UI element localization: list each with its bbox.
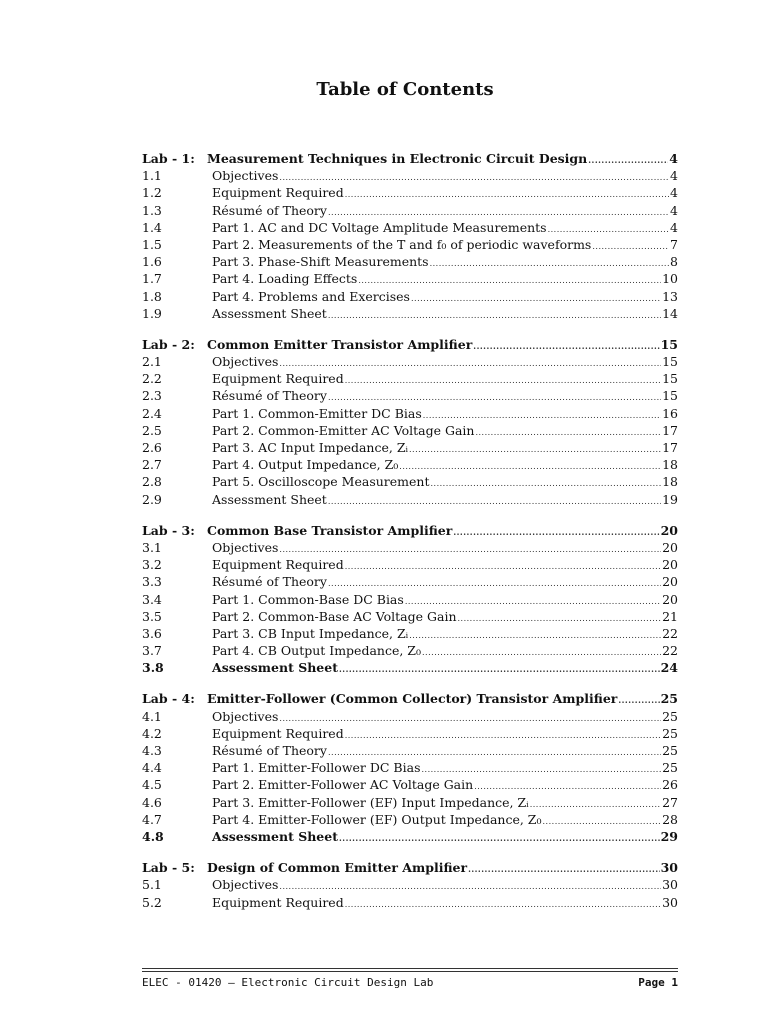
toc-entry[interactable]	[142, 894, 678, 911]
toc-leader-dots	[339, 661, 660, 678]
toc-entry-title: Equipment Required	[212, 185, 344, 201]
footer-course: ELEC - 01420 – Electronic Circuit Design Lab	[142, 976, 434, 989]
toc-entry-title: Objectives	[212, 877, 279, 893]
toc-leader-dots	[618, 692, 659, 709]
toc-page-number: 30	[660, 860, 678, 876]
toc-page-number: 15	[660, 336, 678, 352]
toc-entry[interactable]	[142, 184, 678, 201]
toc-entry[interactable]	[142, 539, 678, 556]
toc-entry[interactable]	[142, 370, 678, 387]
toc-lab-block	[142, 336, 678, 508]
toc-entry-number: 3.2	[142, 557, 162, 573]
toc-entry-number: 3.4	[142, 591, 162, 607]
toc-entry-number: 5.2	[142, 894, 162, 910]
toc-entry-number: 1.7	[142, 271, 162, 287]
toc-page-number: 30	[662, 894, 678, 910]
toc-page-number: 16	[662, 405, 678, 421]
toc-page-number: 30	[662, 877, 678, 893]
page-title: Table of Contents	[316, 79, 494, 100]
toc-page-number: 4	[670, 202, 678, 218]
toc-entry-title: Assessment Sheet	[212, 828, 338, 844]
toc-entry[interactable]	[142, 167, 678, 184]
toc-page-number: 28	[662, 811, 678, 827]
toc-entry-number: 1.9	[142, 305, 162, 321]
toc-entry-number: 2.7	[142, 457, 162, 473]
toc-page-number: 25	[662, 725, 678, 741]
toc-entry[interactable]	[142, 608, 678, 625]
toc-entry[interactable]	[142, 405, 678, 422]
toc-leader-dots	[345, 727, 661, 744]
toc-entry-number: 3.6	[142, 625, 162, 641]
toc-lab-number: Lab - 5:	[142, 860, 195, 876]
toc-entry-title: Résumé of Theory	[212, 388, 327, 404]
toc-entry[interactable]	[142, 253, 678, 270]
toc-page-number: 19	[662, 491, 678, 507]
toc-entry-number: 3.3	[142, 574, 162, 590]
toc-entry-title: Part 1. Emitter-Follower DC Bias	[212, 760, 421, 776]
toc-entry[interactable]	[142, 473, 678, 490]
toc-lab-title: Measurement Techniques in Electronic Circuit Design	[207, 151, 588, 166]
toc-entry[interactable]	[142, 591, 678, 608]
toc-entry-number: 4.2	[142, 725, 162, 741]
toc-entry-title: Equipment Required	[212, 371, 344, 387]
toc-page-number: 17	[662, 440, 678, 455]
toc-entry[interactable]	[142, 759, 678, 776]
toc-entry-number: 2.2	[142, 371, 162, 387]
toc-entry-title: Part 5. Oscilloscope Measurement	[212, 474, 430, 490]
toc-entry-number: 4.4	[142, 760, 162, 776]
toc-leader-dots	[453, 524, 659, 541]
toc-entry[interactable]	[142, 876, 678, 893]
toc-entry[interactable]	[142, 742, 678, 759]
toc-entry-title: Part 3. Phase-Shift Measurements	[212, 254, 429, 270]
toc-entry-title: Part 4. Loading Effects	[212, 271, 358, 287]
toc-lab-title: Common Base Transistor Amplifier	[207, 522, 453, 538]
toc-entry[interactable]	[142, 270, 678, 287]
toc-page-number: 20	[662, 574, 678, 590]
toc-entry-title: Part 3. Emitter-Follower (EF) Input Impedance, Zᵢ	[212, 794, 529, 810]
toc-leader-dots	[468, 861, 660, 878]
toc-page-number: 15	[662, 371, 678, 387]
toc-entry-title: Part 4. Emitter-Follower (EF) Output Impedance, Z₀	[212, 811, 542, 827]
toc-entry[interactable]	[142, 708, 678, 725]
toc-page-number: 20	[662, 557, 678, 573]
toc-entry[interactable]	[142, 456, 678, 473]
toc-lab-heading[interactable]	[142, 150, 678, 167]
toc-page-number: 27	[662, 794, 678, 810]
toc-entry-number: 2.1	[142, 354, 162, 370]
toc-page-number: 25	[660, 691, 678, 707]
toc-lab-number: Lab - 2:	[142, 336, 195, 352]
toc-lab-block	[142, 522, 678, 677]
toc-entry-title: Assessment Sheet	[212, 305, 327, 321]
toc-entry-title: Part 1. Common-Emitter DC Bias	[212, 405, 422, 421]
toc-leader-dots	[473, 338, 659, 355]
toc-leader-dots	[399, 458, 661, 475]
toc-leader-dots	[458, 610, 662, 627]
toc-leader-dots	[345, 186, 669, 203]
toc-entry[interactable]	[142, 202, 678, 219]
toc-entry-title: Résumé of Theory	[212, 574, 327, 590]
toc-entry-number: 3.5	[142, 608, 162, 624]
toc-page-number: 20	[662, 591, 678, 607]
toc-entry-title: Equipment Required	[212, 557, 344, 573]
toc-entry[interactable]	[142, 491, 678, 508]
toc-entry-title: Part 2. Common-Base AC Voltage Gain	[212, 608, 457, 624]
toc-lab-block	[142, 859, 678, 911]
toc-leader-dots	[475, 424, 661, 441]
toc-entry-number: 1.1	[142, 168, 162, 184]
toc-entry-title: Part 4. Problems and Exercises	[212, 288, 410, 304]
toc-leader-dots	[328, 493, 661, 510]
toc-leader-dots	[592, 238, 669, 255]
toc-entry-number: 1.3	[142, 202, 162, 218]
toc-lab-heading[interactable]	[142, 336, 678, 353]
toc-entry[interactable]	[142, 776, 678, 793]
toc-entry-number: 1.8	[142, 288, 162, 304]
toc-entry[interactable]	[142, 828, 678, 845]
toc-page-number: 7	[670, 236, 678, 252]
toc-page-number: 15	[662, 388, 678, 404]
toc-entry[interactable]	[142, 573, 678, 590]
toc-leader-dots	[588, 152, 668, 169]
toc-leader-dots	[409, 627, 661, 644]
toc-leader-dots	[411, 290, 661, 307]
toc-entry-title: Part 3. CB Input Impedance, Zᵢ	[212, 625, 409, 641]
toc-entry-title: Objectives	[212, 168, 279, 184]
toc-lab-title: Common Emitter Transistor Amplifier	[207, 336, 473, 352]
toc-entry-number: 3.1	[142, 539, 162, 555]
toc-page-number: 25	[662, 708, 678, 724]
toc-entry-number: 2.5	[142, 422, 162, 438]
toc-leader-dots	[345, 558, 661, 575]
toc-entry[interactable]	[142, 811, 678, 828]
toc-entry-number: 5.1	[142, 877, 162, 893]
toc-page-number: 20	[662, 539, 678, 555]
toc-entry[interactable]	[142, 353, 678, 370]
toc-lab-number: Lab - 1:	[142, 151, 195, 166]
toc-page-number: 22	[662, 643, 678, 659]
toc-entry-title: Part 1. AC and DC Voltage Amplitude Measurements	[212, 219, 547, 235]
toc-entry[interactable]	[142, 288, 678, 305]
toc-page-number: 4	[670, 219, 678, 235]
toc-entry-number: 1.2	[142, 185, 162, 201]
toc-entry-title: Objectives	[212, 708, 279, 724]
toc-leader-dots	[543, 813, 662, 830]
toc-entry-title: Part 2. Common-Emitter AC Voltage Gain	[212, 422, 475, 438]
toc-entry[interactable]	[142, 794, 678, 811]
toc-lab-number: Lab - 4:	[142, 691, 195, 707]
toc-entry[interactable]	[142, 725, 678, 742]
toc-entry[interactable]	[142, 305, 678, 322]
toc-entry-title: Part 1. Common-Base DC Bias	[212, 591, 404, 607]
toc-entry[interactable]	[142, 625, 678, 642]
toc-entry-title: Assessment Sheet	[212, 660, 338, 676]
toc-page-number: 21	[662, 608, 678, 624]
toc-entry[interactable]	[142, 439, 678, 456]
toc-page-number: 25	[662, 760, 678, 776]
toc-page-number: 26	[662, 777, 678, 793]
toc-entry-title: Résumé of Theory	[212, 743, 327, 758]
toc-entry-title: Equipment Required	[212, 894, 344, 910]
toc-lab-number: Lab - 3:	[142, 522, 195, 538]
toc-page-number: 22	[662, 625, 678, 641]
toc-leader-dots	[345, 372, 661, 389]
toc-page-number: 15	[662, 354, 678, 370]
table-of-contents	[142, 150, 678, 925]
toc-entry-title: Objectives	[212, 539, 279, 555]
toc-entry-title: Part 2. Measurements of the T and f₀ of periodic waveforms	[212, 236, 592, 252]
toc-entry-number: 3.7	[142, 643, 162, 659]
toc-entry-number: 4.6	[142, 794, 162, 810]
toc-entry-number: 4.1	[142, 708, 162, 724]
toc-entry[interactable]	[142, 236, 678, 253]
toc-entry-title: Résumé of Theory	[212, 202, 327, 218]
toc-entry-number: 1.5	[142, 236, 162, 252]
toc-entry-number: 2.6	[142, 440, 162, 455]
toc-entry-title: Assessment Sheet	[212, 491, 327, 507]
toc-leader-dots	[530, 796, 661, 813]
toc-page-number: 4	[670, 168, 678, 184]
page-footer	[142, 968, 678, 989]
toc-lab-title: Design of Common Emitter Amplifier	[207, 860, 468, 876]
toc-leader-dots	[422, 644, 661, 661]
toc-entry-title: Objectives	[212, 354, 279, 370]
toc-entry-number: 3.8	[142, 660, 164, 676]
toc-leader-dots	[430, 475, 661, 492]
toc-entry-number: 2.9	[142, 491, 162, 507]
toc-lab-heading[interactable]	[142, 859, 678, 876]
toc-page-number: 13	[662, 288, 678, 304]
toc-entry[interactable]	[142, 219, 678, 236]
toc-leader-dots	[409, 441, 661, 458]
toc-entry[interactable]	[142, 422, 678, 439]
toc-entry[interactable]	[142, 659, 678, 676]
toc-entry-title: Equipment Required	[212, 725, 344, 741]
toc-entry-number: 2.3	[142, 388, 162, 404]
toc-lab-heading[interactable]	[142, 522, 678, 539]
toc-entry-number: 2.4	[142, 405, 162, 421]
toc-entry-number: 4.3	[142, 743, 162, 758]
toc-entry-number: 4.5	[142, 777, 162, 793]
toc-page-number: 17	[662, 422, 678, 438]
toc-entry-number: 1.4	[142, 219, 162, 235]
toc-page-number: 24	[660, 660, 678, 676]
toc-page-number: 18	[662, 474, 678, 490]
toc-entry-number: 4.8	[142, 828, 164, 844]
toc-leader-dots	[345, 896, 661, 913]
toc-lab-block	[142, 690, 678, 845]
toc-entry[interactable]	[142, 387, 678, 404]
toc-entry-number: 1.6	[142, 254, 162, 270]
toc-page-number: 8	[670, 254, 678, 270]
toc-page-number: 20	[660, 522, 678, 538]
toc-page-number: 4	[670, 185, 678, 201]
toc-entry-number: 2.8	[142, 474, 162, 490]
toc-page-number: 4	[669, 151, 678, 166]
toc-page-number: 25	[662, 743, 678, 758]
toc-leader-dots	[430, 255, 669, 272]
toc-entry-title: Part 2. Emitter-Follower AC Voltage Gain	[212, 777, 474, 793]
footer-page-number: Page 1	[638, 976, 678, 989]
toc-entry[interactable]	[142, 556, 678, 573]
toc-entry-title: Part 3. AC Input Impedance, Zᵢ	[212, 440, 409, 455]
toc-leader-dots	[339, 830, 660, 847]
toc-leader-dots	[328, 307, 661, 324]
toc-entry-title: Part 4. CB Output Impedance, Z₀	[212, 643, 422, 659]
toc-entry[interactable]	[142, 642, 678, 659]
toc-page-number: 18	[662, 457, 678, 473]
toc-page-number: 14	[662, 305, 678, 321]
toc-entry-title: Part 4. Output Impedance, Z₀	[212, 457, 399, 473]
toc-lab-heading[interactable]	[142, 690, 678, 707]
toc-entry-number: 4.7	[142, 811, 162, 827]
footer-rule	[142, 968, 678, 972]
toc-page-number: 10	[662, 271, 678, 287]
toc-lab-title: Emitter-Follower (Common Collector) Transistor Amplifier	[207, 691, 618, 707]
toc-lab-block	[142, 150, 678, 322]
toc-page-number: 29	[660, 828, 678, 844]
